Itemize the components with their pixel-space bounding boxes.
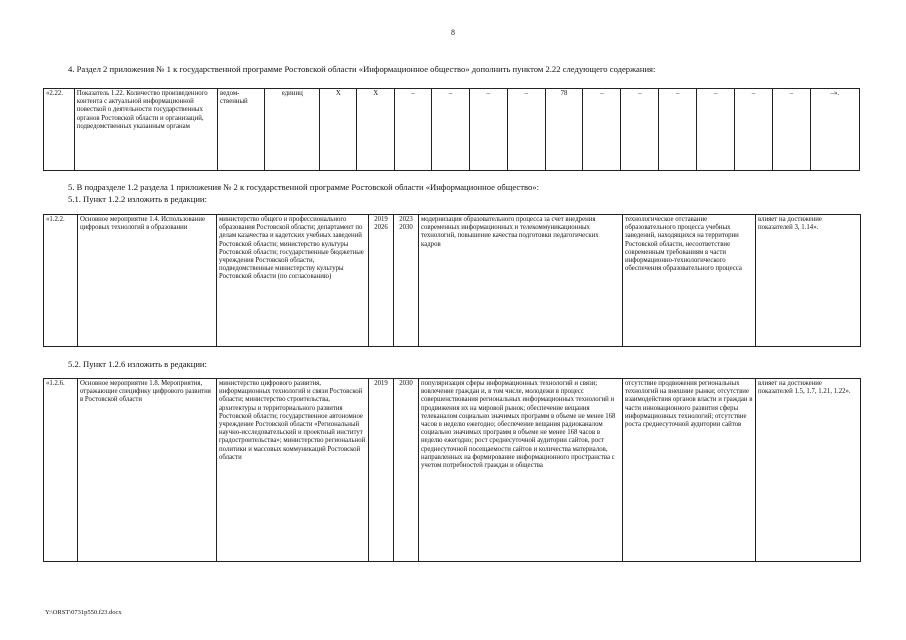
- page-number: 8: [451, 28, 455, 37]
- end-year-b: 2030: [399, 224, 413, 232]
- cell-dash: –: [621, 89, 659, 171]
- expected-result: популяризация сферы информационных технологий и связи; вовлечение граждан и, в том числе, молодежи в процесс совершенствования региональных информационных технологий и продвижения их на мировой рынок; обеспечение вещания телеканалом социально значимых программ в объеме не менее 168 часов в неделю ежегодно; обеспечение вещания радиоканалом социально значимых программ в объеме не менее 168 часов в неделю ежегодно; рост среднесуточной аудитории сайтов, рост среднесуточной посещаемости сайтов и количества материалов, направленных на формирование информационного пространства с учетом потребностей граждан и общества: [419, 379, 623, 562]
- indicator-row: [44, 89, 860, 171]
- cell-value: 78: [545, 89, 583, 171]
- indicator-name: Показатель 1.22. Количество произведенного контента с актуальной информационной повесткой о деятельности государственных органов Ростовской области и организаций, подведомственных указанным органам: [74, 89, 217, 171]
- cell-dash: –: [469, 89, 507, 171]
- indicator-table: [43, 88, 860, 171]
- item4-heading: 4. Раздел 2 приложения № 1 к государственной программе Ростовской области «Информационное общество» дополнить пунктом 2.22 следующего содержания:: [68, 64, 656, 74]
- row-number: «1.2.2.: [44, 215, 78, 347]
- event-name: Основное мероприятие 1.8. Мероприятия, отражающие специфику цифрового развития в Ростовской области: [78, 379, 217, 562]
- row-number: «1.2.6.: [44, 379, 78, 562]
- cell-dash-end: –».: [810, 89, 859, 171]
- non-implementation-consequences: технологическое отставание образовательного процесса учебных заведений, находящихся на территории Ростовской области, несоответствие современным требованиям в части информационно-технологического обеспечения образовательного процесса: [623, 215, 756, 347]
- start-year: [369, 215, 394, 347]
- end-year: 2030: [394, 379, 419, 562]
- event-row: [44, 215, 861, 347]
- end-year: [394, 215, 419, 347]
- start-year-a: 2019: [374, 216, 388, 223]
- event-name: Основное мероприятие 1.4. Использование цифровых технологий в образовании: [78, 215, 217, 347]
- cell-x: X: [320, 89, 357, 171]
- cell-x: X: [357, 89, 395, 171]
- item52-heading: 5.2. Пункт 1.2.6 изложить в редакции:: [68, 359, 207, 369]
- cell-dash: –: [659, 89, 697, 171]
- indicator-link: влияет на достижение показателей 3, 1.14».: [756, 215, 861, 347]
- event-executors: министерство цифрового развития, информационных технологий и связи Ростовской области; министерство строительства, архитектуры и территориального развития Ростовской области; государственное автономное учреждение Ростовской области «Региональный научно-исследовательский и проектный институт градостроительства»; министерство региональной политики и массовых коммуникаций Ростовской области: [217, 379, 369, 562]
- file-path-footer: Y:\ORST\0731p550.f23.docx: [45, 609, 122, 616]
- non-implementation-consequences: отсутствие продвижения региональных технологий на внешние рынки; отсутствие взаимодействия органов власти и граждан в части инновационного развития сферы информационных технологий; отсутствие роста среднесуточной аудитории сайтов: [623, 379, 756, 562]
- indicator-unit: единиц: [265, 89, 320, 171]
- cell-dash: –: [583, 89, 621, 171]
- cell-dash: –: [734, 89, 772, 171]
- item5-heading: 5. В подразделе 1.2 раздела 1 приложения № 2 к государственной программе Ростовской области «Информационное общество»:: [68, 182, 539, 192]
- cell-dash: –: [772, 89, 810, 171]
- expected-result: модернизация образовательного процесса за счет внедрения современных информационных и телекоммуникационных технологий, повышение качества подготовки педагогических кадров: [419, 215, 623, 347]
- indicator-type: ведом-ственный: [218, 89, 265, 171]
- event-executors: министерство общего и профессионального образования Ростовской области; департамент по делам казачества и кадетских учебных заведений Ростовской области; министерство культуры Ростовской области; государственные бюджетные учреждения Ростовской области, подведомственные министерству культуры Ростовской области (по согласованию): [217, 215, 369, 347]
- start-year: 2019: [369, 379, 394, 562]
- indicator-link: влияет на достижение показателей 1.5, 1.7, 1.21, 1.22».: [756, 379, 861, 562]
- item51-heading: 5.1. Пункт 1.2.2 изложить в редакции:: [68, 194, 207, 204]
- row-number: «2.22.: [44, 89, 75, 171]
- end-year-a: 2023: [399, 216, 413, 223]
- event-table-2: [43, 378, 861, 562]
- event-row: [44, 379, 861, 562]
- event-table-1: [43, 214, 861, 347]
- cell-dash: –: [395, 89, 432, 171]
- start-year-b: 2026: [374, 224, 388, 232]
- cell-dash: –: [507, 89, 545, 171]
- cell-dash: –: [697, 89, 735, 171]
- cell-dash: –: [431, 89, 469, 171]
